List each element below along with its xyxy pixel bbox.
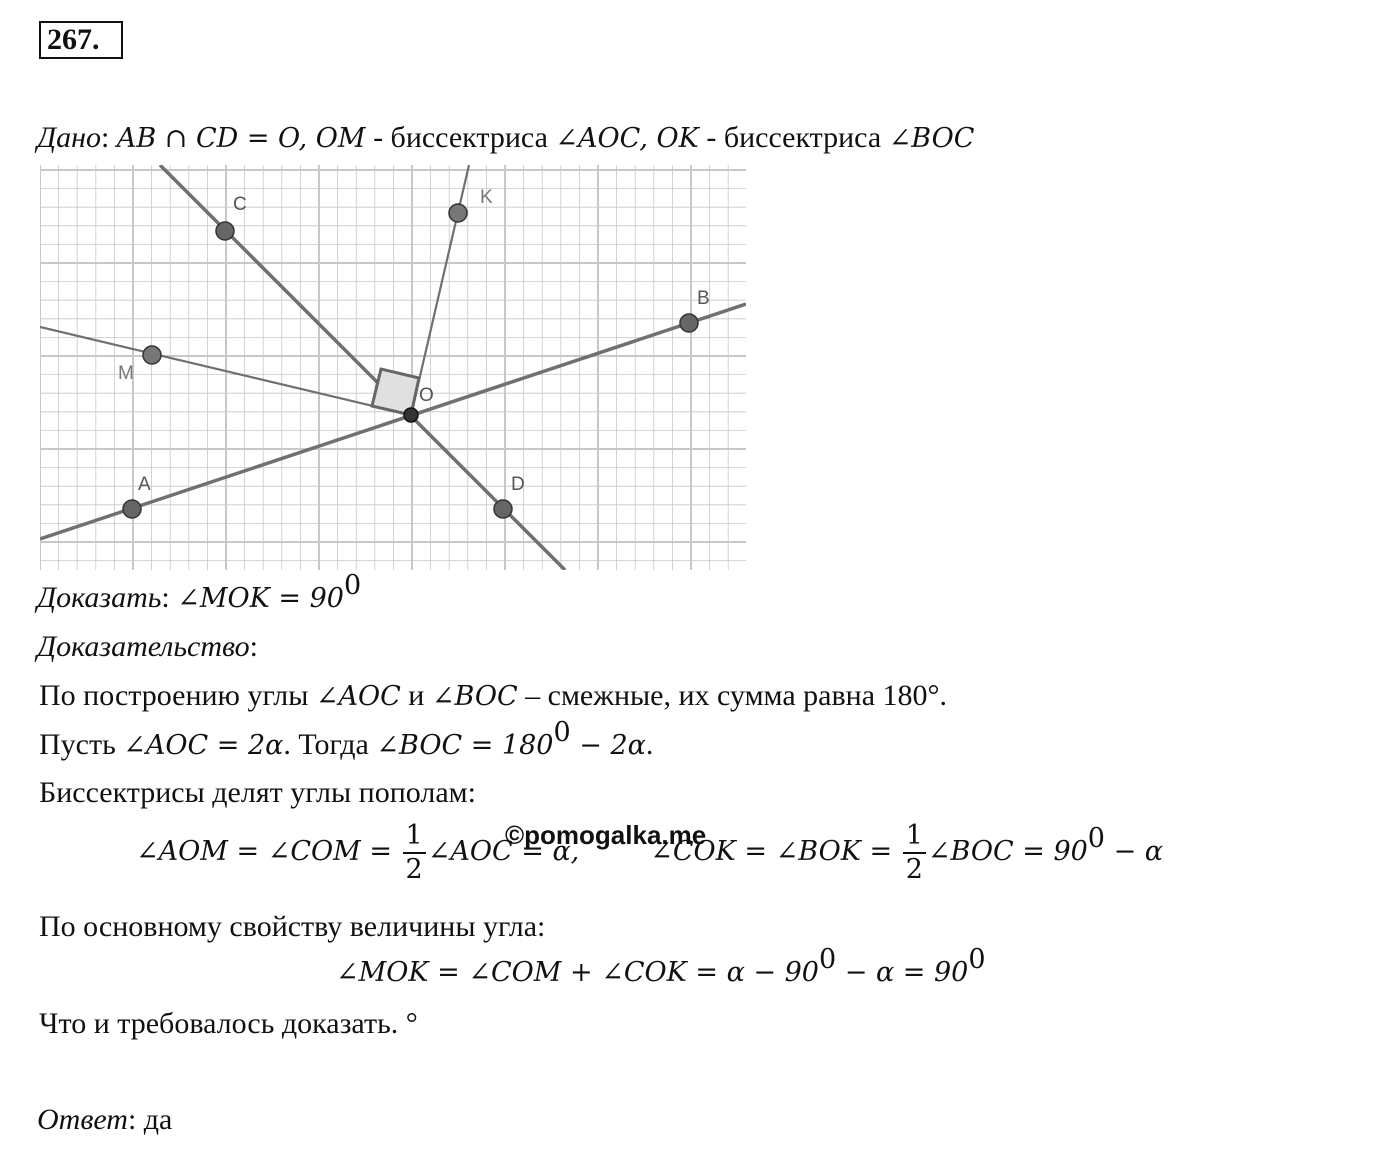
point-c (216, 222, 234, 240)
problem-number: 267. (39, 21, 123, 59)
answer-label: Ответ (37, 1103, 128, 1136)
given-label: Дано (37, 121, 101, 154)
proof-line-5: Что и требовалось доказать. ° (39, 1007, 418, 1040)
proof-line1-d: ∠BOC (431, 681, 518, 712)
answer-line (37, 1100, 172, 1140)
eq1-b: ∠AOC = α, (427, 835, 580, 867)
eq2-b: − α = 90 (836, 957, 969, 988)
given-colon: : (100, 121, 110, 154)
proof-label: Доказательство (37, 630, 250, 663)
point-m (143, 346, 161, 364)
eq1-frac-2 (903, 820, 926, 886)
proof-line2-c: . Тогда (283, 728, 377, 761)
point-d (494, 500, 512, 518)
eq1-e: − α (1104, 835, 1164, 867)
proof-line-3: Биссектрисы делят углы пополам: (39, 776, 476, 809)
eq2-a: ∠MOK = ∠COM + ∠COK = α − 90 (336, 957, 819, 988)
point-a (123, 500, 141, 518)
proof-line1-c: и (400, 679, 432, 712)
proof-line2-e: − 2α (570, 730, 646, 761)
proof-heading (37, 627, 258, 667)
eq1-num: 1 (403, 820, 426, 854)
eq2-sup-1: 0 (818, 944, 837, 975)
point-b (680, 314, 698, 332)
proof-line1-b: ∠AOC (315, 681, 401, 712)
label-c: C (233, 194, 247, 215)
given-text-2: - биссектриса (698, 121, 889, 154)
proof-line-2 (39, 717, 654, 766)
equation-2 (336, 944, 986, 989)
watermark: ©pomogalka.me (505, 820, 707, 850)
proof-line1-a: По построению углы (39, 679, 316, 712)
proof-colon: : (249, 630, 258, 663)
given-expr-1: AB ∩ CD = O, OM (116, 123, 366, 154)
eq1-d: ∠BOC = 90 (927, 835, 1088, 867)
proof-line1-e: – смежные, их сумма равна 180°. (517, 679, 947, 712)
given-expr-2: ∠AOC, OK (555, 123, 699, 154)
eq1-sup: 0 (1087, 822, 1105, 854)
geometry-diagram (40, 165, 746, 570)
grid (40, 165, 746, 570)
prove-line (37, 570, 362, 619)
eq1-frac-1 (403, 820, 426, 886)
proof-line2-sup: 0 (553, 717, 571, 748)
prove-expr: ∠MOK = 90 (177, 583, 344, 614)
label-b: B (697, 288, 710, 309)
prove-label: Доказать (37, 581, 162, 614)
proof-line2-f: . (645, 728, 654, 761)
label-k: K (480, 187, 493, 208)
prove-colon: : (161, 581, 170, 614)
point-o (404, 408, 418, 422)
label-a: A (138, 474, 151, 495)
eq2-sup-2: 0 (968, 944, 986, 975)
label-m: M (118, 363, 134, 384)
eq1-den: 2 (405, 854, 423, 885)
answer-value: да (136, 1103, 173, 1136)
proof-line2-a: Пусть (39, 728, 124, 761)
eq1-den2: 2 (905, 854, 923, 885)
label-o: O (419, 385, 434, 406)
eq1-a: ∠AOM = ∠COM = (136, 835, 401, 867)
proof-line2-b: ∠AOC = 2α (123, 730, 284, 761)
proof-line2-d: ∠BOC = 180 (376, 730, 554, 761)
prove-sup: 0 (343, 570, 362, 601)
answer-colon: : (127, 1103, 137, 1136)
given-text-1: - биссектриса (365, 121, 556, 154)
proof-line-4: По основному свойству величины угла: (39, 910, 546, 943)
proof-line-1 (39, 676, 947, 717)
eq1-c: ∠COK = ∠BOK = (650, 835, 901, 867)
given-expr-3: ∠BOC (888, 123, 975, 154)
given-line (37, 118, 974, 159)
eq1-num2: 1 (903, 820, 926, 854)
label-d: D (511, 474, 525, 495)
point-k (449, 204, 467, 222)
